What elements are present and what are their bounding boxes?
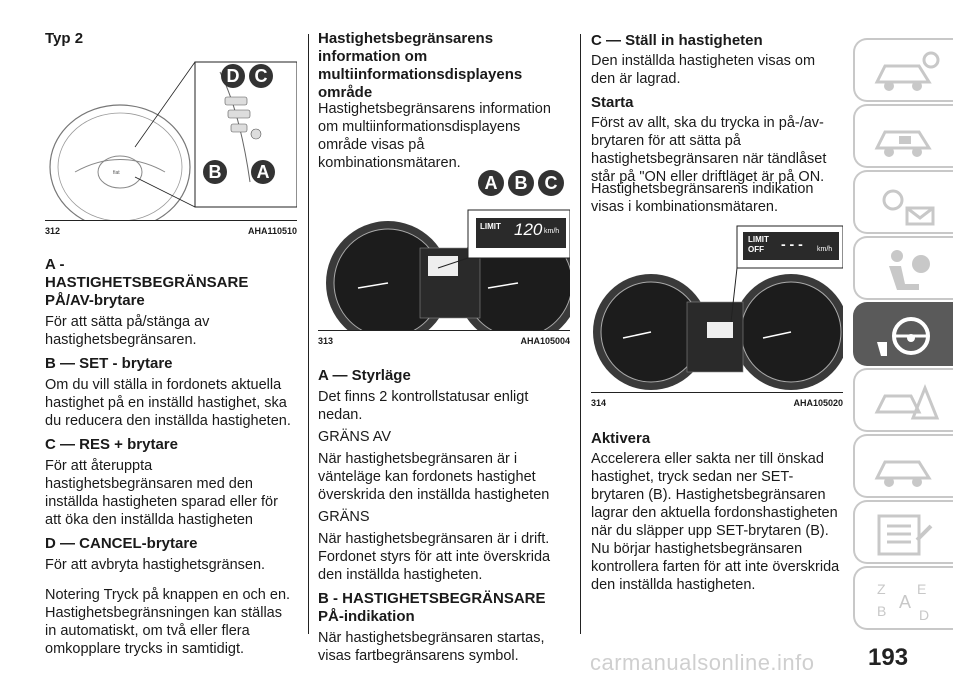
section-text: Den inställda hastigheten visas om den är lagrad.: [591, 53, 816, 87]
figure-number: 313: [318, 336, 334, 346]
section-text: Om du vill ställa in fordonets aktuella hastighet på en inställd hastighet, ska du reducera den inställda hastigheten.: [45, 377, 291, 429]
section-text: GRÄNS: [318, 509, 370, 525]
section-text: Accelerera eller sakta ner till önskad hastighet, tryck sedan ner SET-brytaren (B). Hastighetsbegränsaren lagrar den aktuella fordonshastigheten när du släpper upp SET-brytaren (B). Nu börjar hastighetsbegränsaren kontrollera farten för att inte överskrida den inställda hastigheten.: [591, 451, 840, 593]
section-heading: D — CANCEL-brytare: [45, 535, 198, 552]
tab-breakdown[interactable]: [853, 368, 953, 432]
tab-warning-lights[interactable]: [853, 170, 953, 234]
section-text: När hastighetsbegränsaren är i vänteläge kan fordonets hastighet överskrida den inställda hastigheten: [318, 451, 550, 503]
section-text: När hastighetsbegränsaren startas, visas fartbegränsarens symbol.: [318, 630, 545, 664]
page-number: 193: [868, 644, 909, 671]
svg-text:A: A: [899, 592, 912, 612]
note-text: Notering Tryck på knappen en och en. Hastighetsbegränsningen kan ställas in automatiskt, om två eller flera omkopplare trycks in samtidigt.: [45, 587, 291, 657]
section-text: För att sätta på/stänga av hastighetsbegränsaren.: [45, 314, 210, 348]
tab-airbag-seat[interactable]: [853, 236, 953, 300]
set-speed-value: 120: [514, 220, 543, 239]
limit-label: LIMIT: [748, 235, 769, 244]
callout-a: A: [478, 170, 504, 196]
section-heading: Starta: [591, 94, 634, 111]
section-text: När hastighetsbegränsaren är i drift. Fordonet styrs för att inte överskrida den inställda hastigheten.: [318, 531, 551, 583]
figure-code: AHA105020: [793, 398, 843, 408]
section-text: GRÄNS AV: [318, 429, 392, 445]
section-heading: A — Styrläge: [318, 367, 411, 384]
tab-steering-wheel-key[interactable]: [853, 302, 953, 366]
column-divider: [580, 34, 581, 634]
section-text: För att avbryta hastighetsgränsen.: [45, 557, 266, 573]
svg-text:fiat: fiat: [113, 170, 120, 176]
intro-text: Hastighetsbegränsarens information om multiinformationsdisplayens område visas på kombinationsmätaren.: [318, 101, 551, 171]
figure-314: [591, 222, 843, 393]
section-text: Det finns 2 kontrollstatusar enligt nedan.: [318, 389, 529, 423]
watermark: carmanualsonline.info: [590, 650, 815, 675]
section-heading: C — RES + brytare: [45, 436, 178, 453]
section-heading: B - HASTIGHETSBEGRÄNSARE PÅ-indikation: [318, 590, 546, 625]
index-icon: [871, 576, 941, 624]
section-list: [318, 367, 570, 665]
section-heading: Aktivera: [591, 430, 651, 447]
figure-number: 314: [591, 398, 607, 408]
figure-code: AHA105004: [520, 336, 570, 346]
svg-text:Z: Z: [877, 581, 886, 597]
speed-unit: km/h: [817, 246, 833, 253]
cluster-illustration: [591, 222, 843, 392]
figure-number: 312: [45, 226, 61, 236]
tab-car-service[interactable]: [853, 434, 953, 498]
svg-text:D: D: [919, 607, 930, 623]
section-heading: Hastighetsbegränsarens information om multiinformationsdisplayens område: [318, 30, 523, 101]
type-heading: Typ 2: [45, 30, 84, 47]
warning-lights-icon: [871, 180, 941, 228]
section-list: [45, 256, 297, 658]
svg-text:E: E: [917, 581, 927, 597]
limit-label: LIMIT: [480, 222, 501, 231]
tab-specifications[interactable]: [853, 500, 953, 564]
callout-b: B: [203, 160, 227, 184]
callout-c: C: [538, 170, 564, 196]
specifications-icon: [871, 510, 941, 558]
section-heading: A - HASTIGHETSBEGRÄNSARE PÅ/AV-brytare: [45, 256, 249, 309]
figure-312: [45, 52, 297, 221]
section-heading: C — Ställ in hastigheten: [591, 32, 763, 49]
cluster-illustration: [318, 168, 570, 330]
section-text: Först av allt, ska du trycka in på-/av-brytaren för att sätta på hastighetsbegränsaren när tändlåset står på "ON eller driftläget är på ON.: [591, 115, 827, 185]
steering-wheel-key-icon: [871, 312, 941, 360]
tab-car-info[interactable]: [853, 38, 953, 102]
callout-d: D: [221, 64, 245, 88]
callout-c: C: [249, 64, 273, 88]
car-info-icon: [871, 48, 941, 96]
callout-a: A: [251, 160, 275, 184]
breakdown-icon: [871, 378, 941, 426]
callout-b: B: [508, 170, 534, 196]
car-lights-icon: [871, 114, 941, 162]
figure-313: [318, 168, 570, 331]
airbag-seat-icon: [871, 246, 941, 294]
section-heading: B — SET - brytare: [45, 355, 173, 372]
section-text: För att återuppta hastighetsbegränsaren med den inställda hastigheten sparad eller för att öka den inställda hastigheten: [45, 458, 278, 528]
figure-code: AHA110510: [247, 226, 297, 236]
tab-car-lights[interactable]: [853, 104, 953, 168]
speed-unit: km/h: [544, 228, 560, 235]
section-text: Hastighetsbegränsarens indikation visas i kombinationsmätaren.: [591, 181, 814, 215]
column-divider: [308, 34, 309, 634]
car-service-icon: [871, 444, 941, 492]
off-label: OFF: [748, 245, 764, 254]
speed-dashes: - - -: [781, 236, 803, 252]
tab-index[interactable]: [853, 566, 953, 630]
svg-text:B: B: [877, 603, 887, 619]
